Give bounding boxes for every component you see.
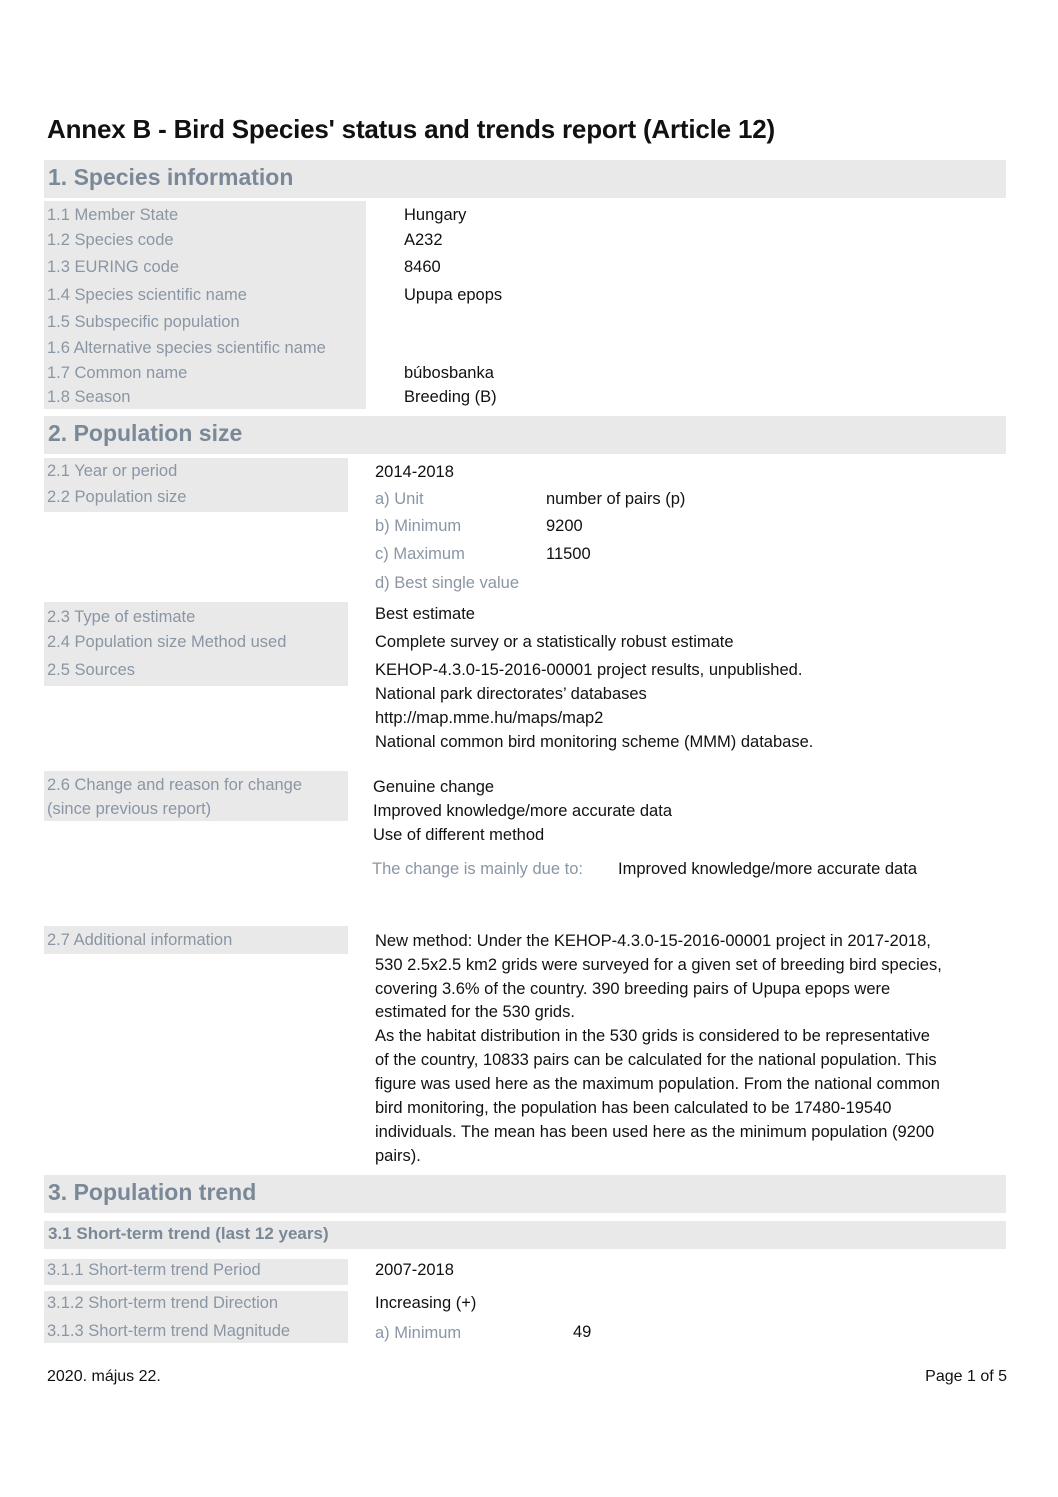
value-change: Use of different method [373,826,545,844]
label-maximum: c) Maximum [375,545,465,563]
value-euring-code: 8460 [404,258,441,276]
additional-info-line: of the country, 10833 pairs can be calculated for the national population. This [375,1051,937,1069]
label-best-single-value: d) Best single value [375,574,519,592]
value-magnitude-minimum: 49 [573,1323,592,1341]
value-change-mainly-due-to: Improved knowledge/more accurate data [618,860,917,878]
value-source: KEHOP-4.3.0-15-2016-00001 project results, unpublished. [375,661,803,679]
label-species-code: 1.2 Species code [47,231,174,249]
value-source: National park directorates’ databases [375,685,647,703]
section-heading: 2. Population size [48,420,243,446]
value-type-of-estimate: Best estimate [375,605,475,623]
value-method-used: Complete survey or a statistically robust estimate [375,633,734,651]
value-scientific-name: Upupa epops [404,286,503,304]
label-common-name: 1.7 Common name [47,364,188,382]
label-year-or-period: 2.1 Year or period [47,462,178,480]
additional-info-line: New method: Under the KEHOP-4.3.0-15-2016-00001 project in 2017-2018, [375,932,931,950]
subsection-heading: 3.1 Short-term trend (last 12 years) [48,1224,329,1243]
value-change: Genuine change [373,778,495,796]
additional-info-line: individuals. The mean has been used here as the minimum population (9200 [375,1123,935,1141]
additional-info-line: figure was used here as the maximum population. From the national common [375,1075,940,1093]
label-change-reason: 2.6 Change and reason for change [47,776,303,794]
label-euring-code: 1.3 EURING code [47,258,180,276]
section-heading: 1. Species information [48,164,294,190]
value-unit: number of pairs (p) [546,490,686,508]
label-change-reason-note: (since previous report) [47,800,212,818]
label-member-state: 1.1 Member State [47,206,179,224]
value-source: National common bird monitoring scheme (MMM) database. [375,733,814,751]
additional-info-line: estimated for the 530 grids. [375,1003,575,1021]
section-heading: 3. Population trend [48,1179,257,1205]
additional-info-line: pairs). [375,1147,421,1165]
value-year-or-period: 2014-2018 [375,463,454,481]
subsection-header-short-term-trend [44,1221,1006,1249]
value-common-name: búbosbanka [404,364,494,382]
section-header-species-information [44,160,1006,198]
label-alternative-scientific-name: 1.6 Alternative species scientific name [47,339,326,357]
additional-info-line: covering 3.6% of the country. 390 breeding pairs of Upupa epops were [375,980,891,998]
value-source: http://map.mme.hu/maps/map2 [375,709,604,727]
label-season: 1.8 Season [47,388,131,406]
label-method-used: 2.4 Population size Method used [47,633,287,651]
value-change: Improved knowledge/more accurate data [373,802,672,820]
label-additional-information: 2.7 Additional information [47,931,233,949]
additional-info-line: bird monitoring, the population has been calculated to be 17480-19540 [375,1099,892,1117]
label-minimum: b) Minimum [375,517,462,535]
value-member-state: Hungary [404,206,467,224]
additional-info-line: 530 2.5x2.5 km2 grids were surveyed for a given set of breeding bird species, [375,956,942,974]
label-sources: 2.5 Sources [47,661,136,679]
label-magnitude-minimum: a) Minimum [375,1324,462,1342]
label-unit: a) Unit [375,490,424,508]
section-header-population-trend [44,1175,1006,1213]
value-season: Breeding (B) [404,388,497,406]
footer-page-number: Page 1 of 5 [925,1368,1007,1385]
label-subspecific-population: 1.5 Subspecific population [47,313,240,331]
label-type-of-estimate: 2.3 Type of estimate [47,608,196,626]
value-short-term-direction: Increasing (+) [375,1294,477,1312]
value-maximum: 11500 [546,545,591,563]
value-species-code: A232 [404,231,443,249]
value-short-term-period: 2007-2018 [375,1261,454,1279]
additional-info-line: As the habitat distribution in the 530 grids is considered to be representative [375,1027,930,1045]
value-minimum: 9200 [546,517,583,535]
label-population-size: 2.2 Population size [47,488,187,506]
label-short-term-magnitude: 3.1.3 Short-term trend Magnitude [47,1322,291,1340]
section-header-population-size [44,416,1006,454]
label-short-term-period: 3.1.1 Short-term trend Period [47,1261,261,1279]
label-change-mainly-due-to: The change is mainly due to: [372,860,583,878]
page-title: Annex B - Bird Species' status and trends report (Article 12) [47,114,775,144]
label-scientific-name: 1.4 Species scientific name [47,286,247,304]
label-short-term-direction: 3.1.2 Short-term trend Direction [47,1294,279,1312]
footer-date: 2020. május 22. [47,1368,161,1385]
